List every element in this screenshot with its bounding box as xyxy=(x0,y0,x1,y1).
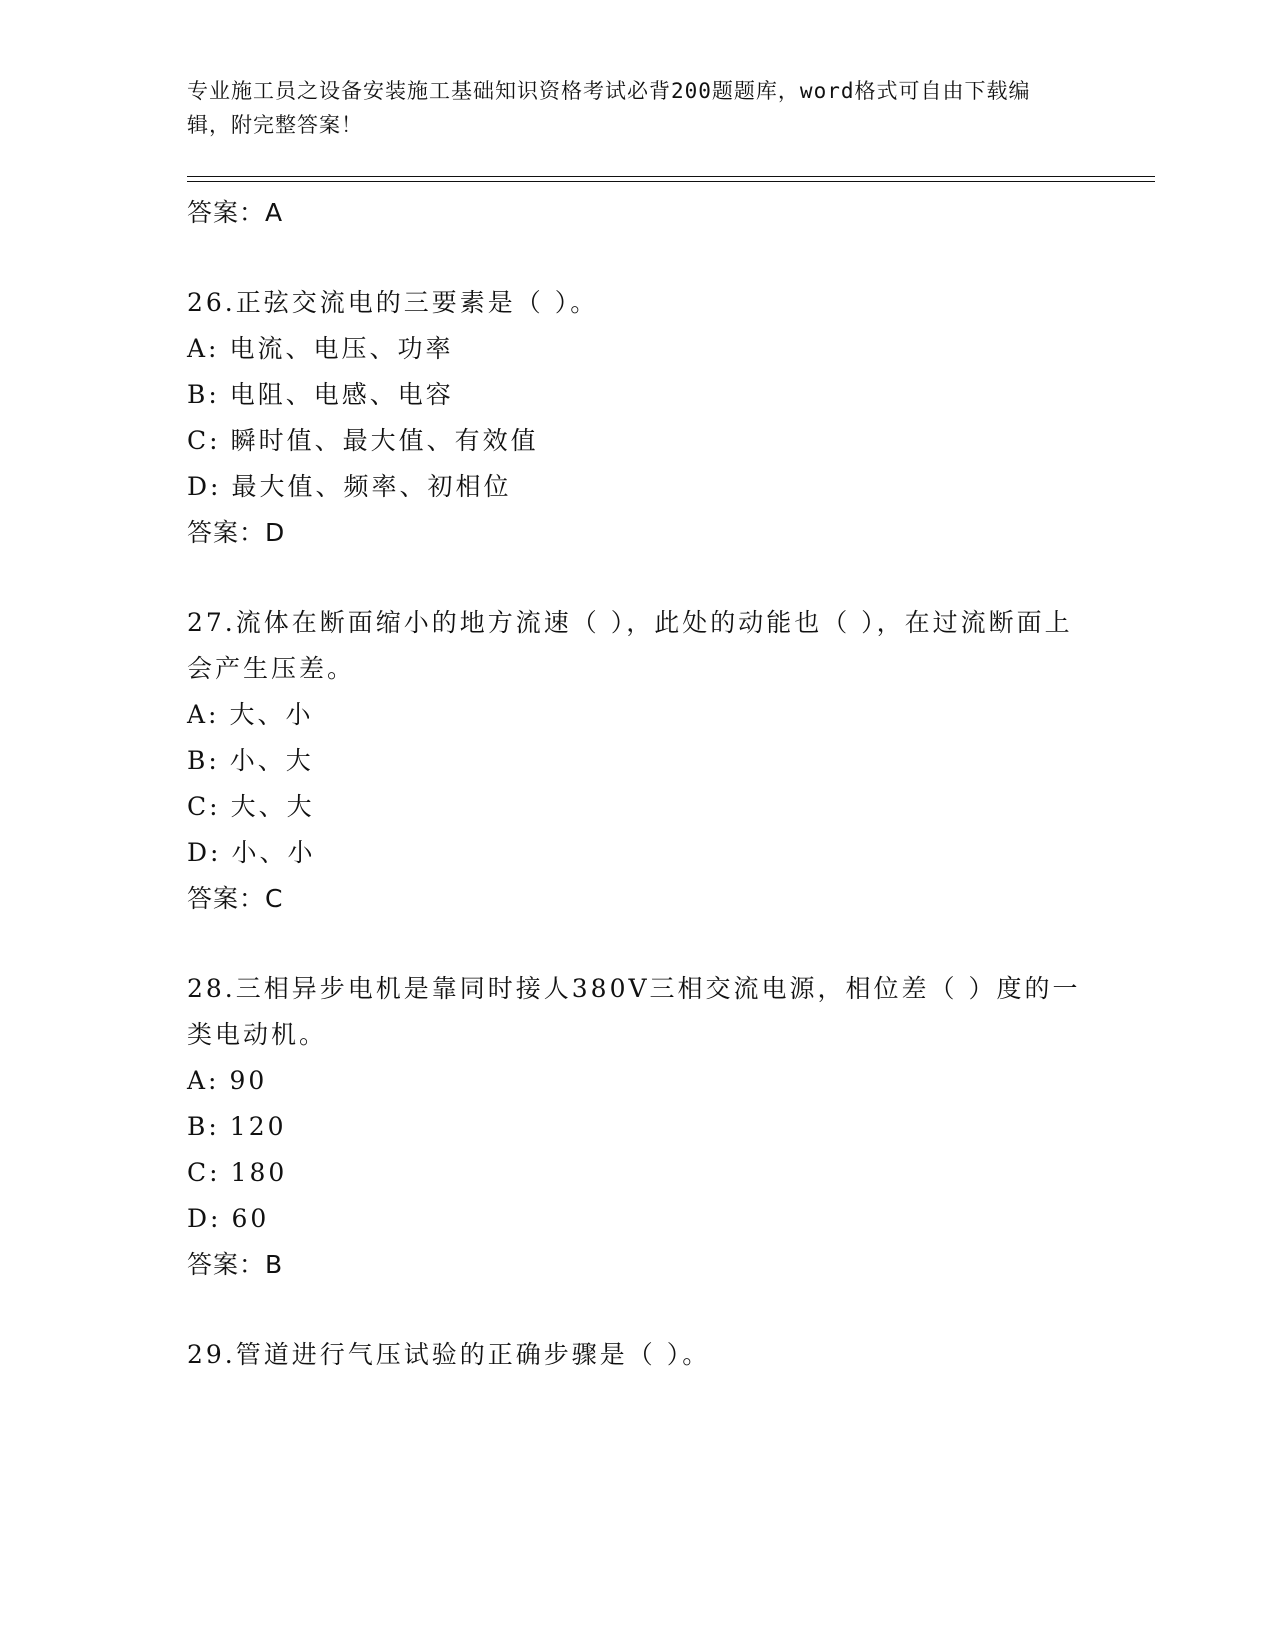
option-text: 电流、电压、功率 xyxy=(229,334,454,363)
question-28 xyxy=(187,966,1087,1288)
document-header: 专业施工员之设备安装施工基础知识资格考试必背200题题库，word格式可自由下载编辑，附完整答案！ xyxy=(187,79,1031,137)
option-d xyxy=(187,830,1087,876)
option-b xyxy=(187,372,1087,418)
option-key: A: xyxy=(187,334,220,363)
option-d xyxy=(187,464,1087,510)
option-key: B: xyxy=(187,380,220,409)
option-a xyxy=(187,692,1087,738)
header-rule-bottom xyxy=(187,181,1155,182)
question-26 xyxy=(187,280,1087,556)
option-b xyxy=(187,738,1087,784)
option-text: 小、大 xyxy=(229,746,314,775)
option-a xyxy=(187,326,1087,372)
answer-line: 答案：D xyxy=(187,518,286,547)
question-29 xyxy=(187,1332,1087,1378)
answer-line: 答案：B xyxy=(187,1250,284,1279)
question-text: 27.流体在断面缩小的地方流速（ ），此处的动能也（ ），在过流断面上会产生压差。 xyxy=(187,608,1073,683)
option-text: 90 xyxy=(229,1066,268,1095)
option-b xyxy=(187,1104,1087,1150)
option-c xyxy=(187,418,1087,464)
question-27 xyxy=(187,600,1087,922)
option-key: C: xyxy=(187,1158,221,1187)
option-c xyxy=(187,784,1087,830)
option-d xyxy=(187,1196,1087,1242)
option-key: B: xyxy=(187,1112,220,1141)
previous-answer: 答案：A xyxy=(187,198,284,227)
option-text: 瞬时值、最大值、有效值 xyxy=(230,426,539,455)
option-key: A: xyxy=(187,1066,220,1095)
option-text: 180 xyxy=(230,1158,288,1187)
option-text: 大、小 xyxy=(229,700,314,729)
option-key: A: xyxy=(187,700,220,729)
question-text: 26.正弦交流电的三要素是（ ）。 xyxy=(187,288,599,317)
option-text: 大、大 xyxy=(230,792,315,821)
question-text: 28.三相异步电机是靠同时接人380V三相交流电源，相位差（ ）度的一类电动机。 xyxy=(187,974,1081,1049)
option-key: C: xyxy=(187,792,221,821)
option-key: C: xyxy=(187,426,221,455)
option-key: D: xyxy=(187,838,222,867)
header-rule-top xyxy=(187,176,1155,177)
option-text: 电阻、电感、电容 xyxy=(229,380,454,409)
option-text: 最大值、频率、初相位 xyxy=(231,472,512,501)
option-text: 120 xyxy=(229,1112,287,1141)
option-key: D: xyxy=(187,472,222,501)
question-list xyxy=(187,190,1087,1378)
option-text: 小、小 xyxy=(231,838,316,867)
option-key: B: xyxy=(187,746,220,775)
option-text: 60 xyxy=(231,1204,270,1233)
answer-line: 答案：C xyxy=(187,884,284,913)
option-a xyxy=(187,1058,1087,1104)
option-key: D: xyxy=(187,1204,222,1233)
question-text: 29.管道进行气压试验的正确步骤是（ ）。 xyxy=(187,1340,711,1369)
option-c xyxy=(187,1150,1087,1196)
